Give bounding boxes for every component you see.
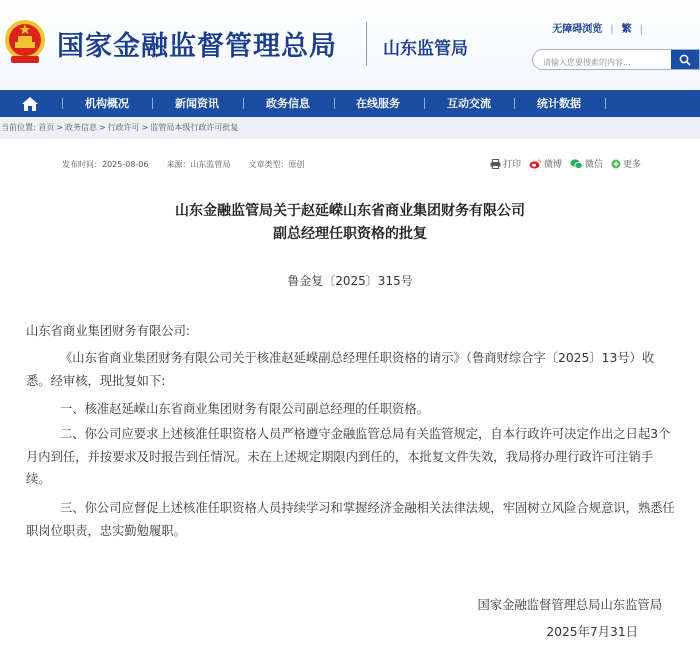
nav-separator xyxy=(334,98,335,109)
more-share-button[interactable] xyxy=(611,157,641,170)
breadcrumb xyxy=(0,117,700,139)
nav-item-about[interactable]: 机构概况 xyxy=(85,97,129,110)
nav-separator xyxy=(62,98,63,109)
wechat-label: 微信 xyxy=(585,160,604,170)
breadcrumb-government-info[interactable]: 政务信息 xyxy=(64,123,97,132)
wechat-icon xyxy=(570,159,583,169)
home-icon xyxy=(22,97,38,111)
nav-separator xyxy=(605,98,606,109)
print-label: 打印 xyxy=(503,160,522,170)
publish-time: 发布时间：2025-08-06 xyxy=(62,160,149,169)
document-addressee: 山东省商业集团财务有限公司: xyxy=(26,324,191,338)
breadcrumb-separator: > xyxy=(56,123,63,132)
breadcrumb-separator: > xyxy=(141,123,149,132)
print-button[interactable] xyxy=(490,157,521,170)
document-title-line-2: 副总经理任职资格的批复 xyxy=(273,226,427,242)
top-links xyxy=(552,20,651,35)
nav-item-news[interactable]: 新闻资讯 xyxy=(175,97,219,110)
breadcrumb-administrative-license[interactable]: 行政许可 xyxy=(107,123,140,132)
weibo-label: 微博 xyxy=(544,160,563,170)
search-input[interactable] xyxy=(533,53,673,70)
document-paragraph-2: 一、核准赵延嵘山东省商业集团财务有限公司副总经理的任职资格。 xyxy=(60,402,429,416)
sub-title[interactable]: 山东监管局 xyxy=(383,39,468,59)
breadcrumb-home[interactable]: 首页 xyxy=(38,123,55,132)
document-title-line-1: 山东金融监管局关于赵延嵘山东省商业集团财务有限公司 xyxy=(175,203,525,219)
plus-circle-icon xyxy=(611,159,621,169)
article-source: 来源：山东监管局 xyxy=(166,160,231,169)
share-bar xyxy=(490,157,649,170)
nav-home[interactable] xyxy=(18,94,42,113)
search-button[interactable] xyxy=(671,50,699,69)
search-box xyxy=(532,49,700,70)
printer-icon xyxy=(490,159,501,169)
document-paragraph-4: 三、你公司应督促上述核准任职资格人员持续学习和掌握经济金融相关法律法规，牢固树立风险合规意识，熟悉任职岗位职责，忠实勤勉履职。 xyxy=(26,501,675,538)
nav-item-statistics[interactable]: 统计数据 xyxy=(537,97,581,110)
document-paragraph-3: 二、你公司应要求上述核准任职资格人员严格遵守金融监管总局有关监管规定，自本行政许可决定作出之日起3个月内到任，并按要求及时报告到任情况。未在上述规定期限内到任的，本批复文件失效，我局将办理行政许可注销手续。 xyxy=(26,427,671,486)
nav-separator xyxy=(514,98,515,109)
signature-date: 2025年7月31日 xyxy=(546,625,638,639)
main-nav xyxy=(0,90,700,117)
national-emblem-icon xyxy=(3,16,47,66)
breadcrumb-separator: > xyxy=(98,123,106,132)
signature-organization: 国家金融监督管理总局山东监管局 xyxy=(477,598,662,612)
breadcrumb-prefix: 当前位置: xyxy=(1,123,36,132)
search-icon xyxy=(679,54,691,66)
link-separator: | xyxy=(610,24,614,35)
weibo-share-button[interactable] xyxy=(529,157,562,170)
more-label: 更多 xyxy=(623,160,642,170)
wechat-share-button[interactable] xyxy=(570,157,603,170)
nav-separator xyxy=(424,98,425,109)
nav-item-interaction[interactable]: 互动交流 xyxy=(447,97,491,110)
breadcrumb-current-page[interactable]: 监管局本级行政许可批复 xyxy=(150,123,239,132)
site-title[interactable]: 国家金融监督管理总局 xyxy=(57,31,337,62)
nav-item-online-services[interactable]: 在线服务 xyxy=(356,97,400,110)
weibo-icon xyxy=(529,159,542,169)
site-header xyxy=(0,0,700,90)
document-paragraph-1: 《山东省商业集团财务有限公司关于核准赵延嵘副总经理任职资格的请示》（鲁商财综合字〔2025〕13号）收悉。经审核，现批复如下: xyxy=(26,351,655,388)
article-type: 文章类型：原创 xyxy=(248,160,305,169)
nav-separator xyxy=(152,98,153,109)
traditional-chinese-link[interactable]: 繁 xyxy=(621,24,632,35)
link-separator: | xyxy=(639,24,643,35)
nav-separator xyxy=(243,98,244,109)
title-divider xyxy=(366,22,367,66)
document-number: 鲁金复〔2025〕315号 xyxy=(287,274,413,288)
accessibility-link[interactable]: 无障碍浏览 xyxy=(552,24,603,35)
article-meta xyxy=(62,159,323,170)
nav-item-government-info[interactable]: 政务信息 xyxy=(266,97,310,110)
